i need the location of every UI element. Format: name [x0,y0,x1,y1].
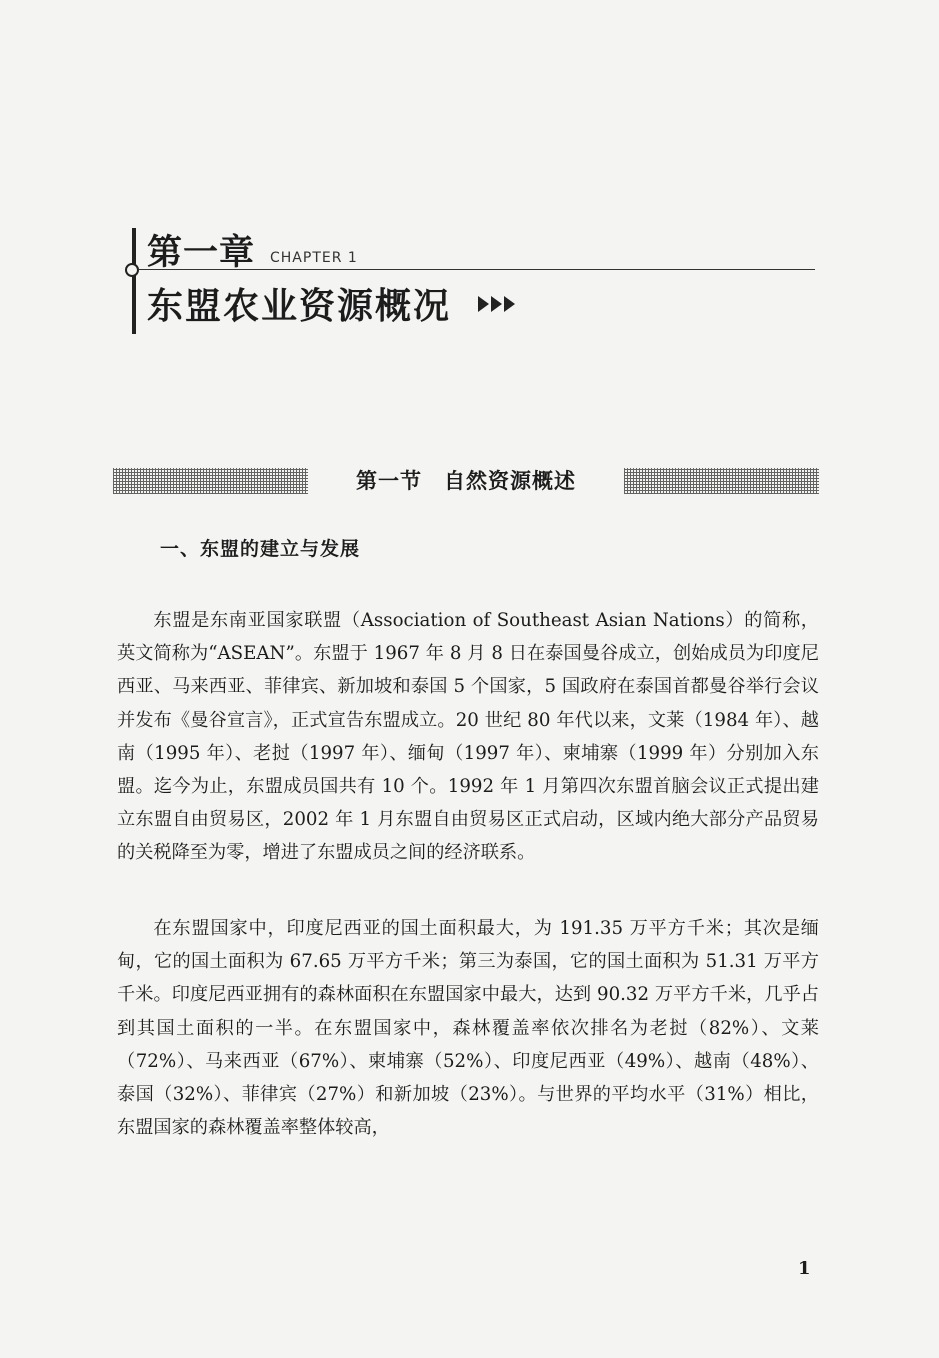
paragraph-land-forest: 在东盟国家中，印度尼西亚的国土面积最大，为 191.35 万平方千米；其次是缅甸，它的国土面积为 67.65 万平方千米；第三为泰国，它的国土面积为 51.31 万平方千米。印度尼西亚拥有的森林面积在东盟国家中最大，达到 90.32 万平方千米，几乎占到其国土面积的一半。在东盟国家中，森林覆盖率依次排名为老挝（82%）、文莱（72%）、马来西亚（67%）、柬埔寨（52%）、印度尼西亚（49%）、越南（48%）、泰国（32%）、菲律宾（27%）和新加坡（23%）。与世界的平均水平（31%）相比，东盟国家的森林覆盖率整体较高， [117,918,819,1139]
chapter-vertical-bar [132,228,136,334]
subsection-title: 一、东盟的建立与发展 [160,538,361,560]
section-hatch-right [624,468,819,494]
chapter-number: 第一章 [147,232,256,273]
body-text-block-2 [117,912,819,1144]
chapter-title: 东盟农业资源概况 [147,286,452,327]
chapter-english-label: CHAPTER 1 [270,250,358,266]
section-title: 第一节 自然资源概述 [356,469,576,493]
body-text-block-1 [117,604,819,870]
triple-arrow-icon [478,296,515,312]
section-header [113,462,819,500]
section-hatch-left [113,468,308,494]
paragraph-asean-founding: 东盟是东南亚国家联盟（Association of Southeast Asian Nations）的简称，英文简称为“ASEAN”。东盟于 1967 年 8 月 8 日在泰国曼谷成立，创始成员为印度尼西亚、马来西亚、菲律宾、新加坡和泰国 5 个国家，5 国政府在泰国首都曼谷举行会议并发布《曼谷宣言》，正式宣告东盟成立。20 世纪 80 年代以来，文莱（1984 年）、越南（1995 年）、老挝（1997 年）、缅甸（1997 年）、柬埔寨（1999 年）分别加入东盟。迄今为止，东盟成员国共有 10 个。1992 年 1 月第四次东盟首脑会议正式提出建立东盟自由贸易区，2002 年 1 月东盟自由贸易区正式启动，区域内绝大部分产品贸易的关税降至为零，增进了东盟成员之间的经济联系。 [117,610,819,864]
page-number: 1 [798,1258,811,1279]
chapter-circle-ornament [125,263,139,277]
